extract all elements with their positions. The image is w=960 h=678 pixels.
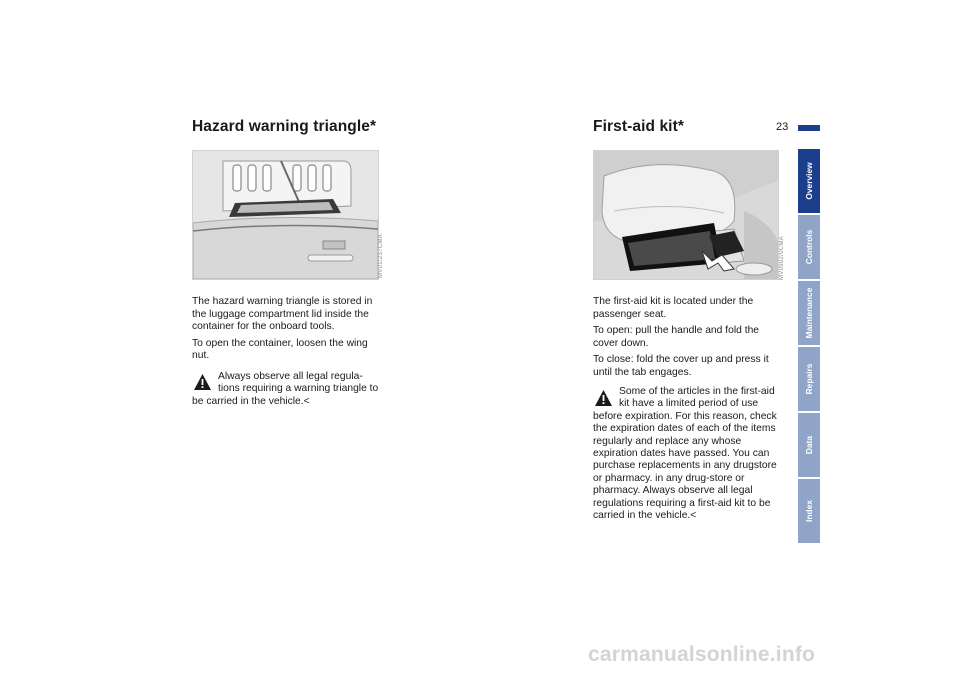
tab-label: Repairs (804, 363, 814, 395)
tab-repairs[interactable] (798, 347, 820, 413)
hazard-body (192, 296, 384, 367)
tab-marker-bar (798, 125, 820, 131)
note-text: Some of the articles in the first-aid kit have a limited period of use before expiration. For this reason, check the expiration dates of each of the items regularly and replace any whose expiration dates have passed. You can purchase replacements in any drugstore or pharmacy. in any drug-store or pharmacy. Always observe all legal regulations requiring a first-aid kit to be carried in the vehicle.< (593, 386, 777, 522)
page-number: 23 (776, 121, 789, 133)
passenger-seat-illustration (594, 151, 778, 279)
first-aid-warning-note (593, 386, 784, 522)
note-text: Always observe all legal regula-tions requiring a warning triangle to be carried in the vehicle.< (192, 371, 379, 407)
tab-label: Controls (804, 229, 814, 265)
tab-label: Index (804, 500, 814, 522)
figure-code-right: MV0902/0CMA (779, 236, 785, 280)
paragraph: The hazard warning triangle is stored in the luggage compartment lid inside the container for the onboard tools. (192, 296, 373, 333)
tab-controls[interactable] (798, 215, 820, 281)
paragraph: The first-aid kit is located under the passenger seat. (593, 296, 754, 320)
tab-label: Overview (804, 162, 814, 200)
section-title-hazard-triangle: Hazard warning triangle* (192, 118, 377, 135)
paragraph: To open the container, loosen the wing nut. (192, 337, 368, 362)
hazard-triangle-figure (192, 150, 379, 280)
paragraph: To close: fold the cover up and press it until the tab engages. (593, 354, 769, 378)
watermark: carmanualsonline.info (588, 643, 816, 666)
tab-index[interactable] (798, 479, 820, 545)
first-aid-body (593, 296, 783, 384)
section-title-first-aid: First-aid kit* (593, 118, 684, 135)
tab-maintenance[interactable] (798, 281, 820, 347)
first-aid-figure (593, 150, 779, 280)
figure-code-left: MV01/237CMA (378, 234, 384, 278)
tab-label: Maintenance (804, 287, 814, 339)
tab-data[interactable] (798, 413, 820, 479)
paragraph: To open: pull the handle and fold the cover down. (593, 325, 760, 349)
tab-label: Data (804, 435, 814, 455)
luggage-lid-illustration (193, 151, 378, 279)
tab-overview[interactable] (798, 149, 820, 215)
hazard-warning-note (192, 371, 382, 408)
